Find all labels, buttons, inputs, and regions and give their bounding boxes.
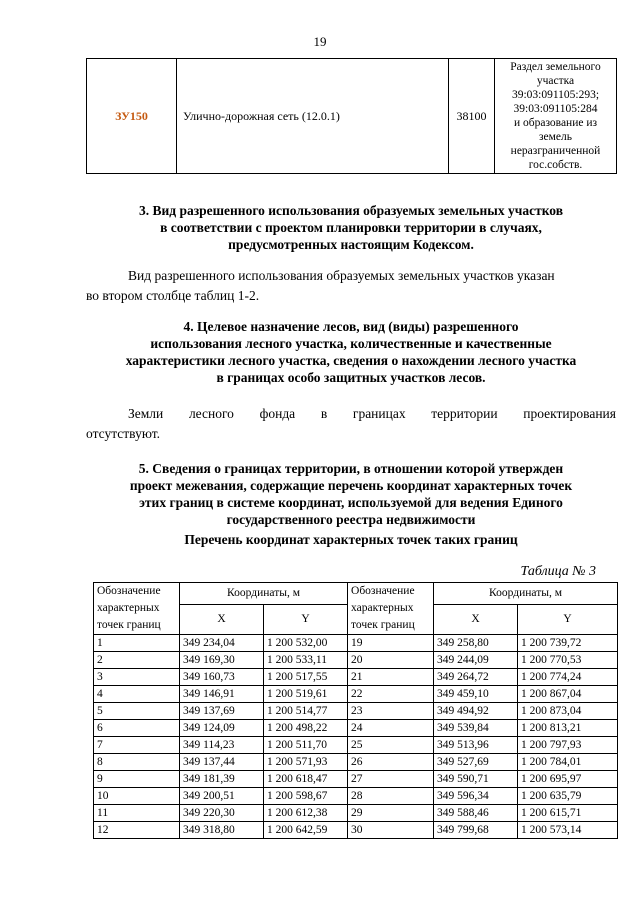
x-cell: 349 513,96 <box>434 737 518 754</box>
point-label-cell: 29 <box>348 805 434 822</box>
y-cell: 1 200 813,21 <box>518 720 618 737</box>
point-label-cell: 19 <box>348 635 434 652</box>
y-cell: 1 200 642,59 <box>264 822 348 839</box>
page-number: 19 <box>313 34 327 49</box>
x-header: X <box>434 605 518 635</box>
y-cell: 1 200 571,93 <box>264 754 348 771</box>
point-label-cell: 24 <box>348 720 434 737</box>
y-cell: 1 200 739,72 <box>518 635 618 652</box>
x-cell: 349 200,51 <box>180 788 264 805</box>
point-label-cell: 28 <box>348 788 434 805</box>
header-line: Обозначение <box>97 585 161 597</box>
x-cell: 349 459,10 <box>434 686 518 703</box>
y-cell: 1 200 498,22 <box>264 720 348 737</box>
y-cell: 1 200 514,77 <box>264 703 348 720</box>
point-label-cell: 21 <box>348 669 434 686</box>
heading-line: характеристики лесного участка, сведения о нахождении лесного участка <box>125 353 577 368</box>
table-caption: Таблица № 3 <box>520 564 596 579</box>
plot-area: 38100 <box>449 59 495 174</box>
para-line: Вид разрешенного использования образуемых земельных участков указан <box>128 268 555 283</box>
point-label-cell: 2 <box>94 652 180 669</box>
para-word: территории <box>431 406 498 421</box>
y-cell: 1 200 517,55 <box>264 669 348 686</box>
y-cell: 1 200 770,53 <box>518 652 618 669</box>
point-label-cell: 9 <box>94 771 180 788</box>
y-cell: 1 200 635,79 <box>518 788 618 805</box>
header-line: характерных <box>351 602 414 614</box>
x-cell: 349 596,34 <box>434 788 518 805</box>
header-line: Обозначение <box>351 585 415 597</box>
point-label-cell: 30 <box>348 822 434 839</box>
section-4-paragraph <box>86 404 616 444</box>
header-line: характерных <box>97 602 160 614</box>
point-label-cell: 11 <box>94 805 180 822</box>
table-row <box>94 669 618 686</box>
para-word: Земли <box>128 406 164 421</box>
y-cell: 1 200 511,70 <box>264 737 348 754</box>
x-cell: 349 264,72 <box>434 669 518 686</box>
x-cell: 349 318,80 <box>180 822 264 839</box>
x-cell: 349 124,09 <box>180 720 264 737</box>
x-cell: 349 181,39 <box>180 771 264 788</box>
coordinates-table <box>93 582 618 839</box>
heading-line: Перечень координат характерных точек таких границ <box>184 532 518 547</box>
point-label-cell: 10 <box>94 788 180 805</box>
x-cell: 349 234,04 <box>180 635 264 652</box>
x-cell: 349 588,46 <box>434 805 518 822</box>
point-label-cell: 8 <box>94 754 180 771</box>
para-word: границах <box>352 406 406 421</box>
y-header: Y <box>264 605 348 635</box>
y-cell: 1 200 618,47 <box>264 771 348 788</box>
point-label-cell: 12 <box>94 822 180 839</box>
table-header-row <box>94 583 618 605</box>
y-cell: 1 200 598,67 <box>264 788 348 805</box>
x-cell: 349 258,80 <box>434 635 518 652</box>
heading-line: 4. Целевое назначение лесов, вид (виды) разрешенного <box>183 319 519 334</box>
table-row <box>94 703 618 720</box>
point-label-cell: 5 <box>94 703 180 720</box>
heading-line: 5. Сведения о границах территории, в отношении которой утвержден <box>138 461 564 476</box>
x-cell: 349 799,68 <box>434 822 518 839</box>
heading-line: проект межевания, содержащие перечень координат характерных точек <box>129 478 573 493</box>
point-label-header <box>94 583 180 635</box>
para-line: во втором столбце таблиц 1-2. <box>86 288 260 303</box>
table-row <box>94 737 618 754</box>
note-line: Раздел земельного <box>510 61 601 73</box>
point-label-header <box>348 583 434 635</box>
y-cell: 1 200 774,24 <box>518 669 618 686</box>
note-line: 39:03:091105:284 <box>513 103 598 115</box>
y-cell: 1 200 533,11 <box>264 652 348 669</box>
heading-line: предусмотренных настоящим Кодексом. <box>228 237 474 252</box>
section-4-heading <box>86 318 616 386</box>
x-header: X <box>180 605 264 635</box>
heading-line: в соответствии с проектом планировки территории в случаях, <box>160 220 542 235</box>
table-row <box>94 635 618 652</box>
para-word: в <box>320 406 328 421</box>
x-cell: 349 146,91 <box>180 686 264 703</box>
coordinates-body <box>94 635 618 839</box>
x-cell: 349 590,71 <box>434 771 518 788</box>
x-cell: 349 494,92 <box>434 703 518 720</box>
coords-header: Координаты, м <box>434 583 618 605</box>
coords-header: Координаты, м <box>180 583 348 605</box>
section-5-heading <box>86 460 616 548</box>
x-cell: 349 114,23 <box>180 737 264 754</box>
plot-note <box>495 59 617 174</box>
table-row <box>94 788 618 805</box>
plot-use: Улично-дорожная сеть (12.0.1) <box>177 59 449 174</box>
heading-line: этих границ в системе координат, используемой для ведения Единого <box>139 495 563 510</box>
note-line: неразграниченной <box>510 145 601 157</box>
table-row <box>94 771 618 788</box>
point-label-cell: 6 <box>94 720 180 737</box>
para-line: отсутствуют. <box>86 426 160 441</box>
y-cell: 1 200 519,61 <box>264 686 348 703</box>
point-label-cell: 23 <box>348 703 434 720</box>
y-cell: 1 200 612,38 <box>264 805 348 822</box>
heading-line: в границах особо защитных участков лесов. <box>216 370 486 385</box>
point-label-cell: 7 <box>94 737 180 754</box>
y-cell: 1 200 615,71 <box>518 805 618 822</box>
header-line: точек границ <box>351 619 415 631</box>
point-label-cell: 22 <box>348 686 434 703</box>
para-word: проектирования <box>523 406 616 421</box>
note-line: гос.собств. <box>528 159 583 171</box>
point-label-cell: 4 <box>94 686 180 703</box>
section-3-heading <box>86 202 616 253</box>
y-cell: 1 200 573,14 <box>518 822 618 839</box>
heading-line: использования лесного участка, количественные и качественные <box>150 336 552 351</box>
x-cell: 349 244,09 <box>434 652 518 669</box>
x-cell: 349 137,44 <box>180 754 264 771</box>
x-cell: 349 160,73 <box>180 669 264 686</box>
point-label-cell: 3 <box>94 669 180 686</box>
x-cell: 349 539,84 <box>434 720 518 737</box>
x-cell: 349 527,69 <box>434 754 518 771</box>
x-cell: 349 220,30 <box>180 805 264 822</box>
heading-line: 3. Вид разрешенного использования образуемых земельных участков <box>138 203 564 218</box>
note-line: 39:03:091105:293; <box>511 89 600 101</box>
y-cell: 1 200 532,00 <box>264 635 348 652</box>
y-cell: 1 200 695,97 <box>518 771 618 788</box>
table-row <box>94 754 618 771</box>
y-header: Y <box>518 605 618 635</box>
plot-id: ЗУ150 <box>87 59 177 174</box>
para-word: лесного <box>188 406 234 421</box>
table-row <box>87 59 617 174</box>
land-plot-table <box>86 58 617 174</box>
table-row <box>94 805 618 822</box>
note-line: участка <box>536 75 575 87</box>
note-line: и образование из <box>513 117 598 129</box>
section-3-paragraph <box>86 266 616 306</box>
y-cell: 1 200 873,04 <box>518 703 618 720</box>
para-word: фонда <box>259 406 296 421</box>
point-label-cell: 27 <box>348 771 434 788</box>
note-line: земель <box>538 131 572 143</box>
y-cell: 1 200 797,93 <box>518 737 618 754</box>
y-cell: 1 200 867,04 <box>518 686 618 703</box>
point-label-cell: 26 <box>348 754 434 771</box>
point-label-cell: 20 <box>348 652 434 669</box>
header-line: точек границ <box>97 619 161 631</box>
x-cell: 349 169,30 <box>180 652 264 669</box>
heading-line: государственного реестра недвижимости <box>226 512 476 527</box>
table-row <box>94 686 618 703</box>
table-row <box>94 822 618 839</box>
table-row <box>94 652 618 669</box>
y-cell: 1 200 784,01 <box>518 754 618 771</box>
point-label-cell: 1 <box>94 635 180 652</box>
x-cell: 349 137,69 <box>180 703 264 720</box>
table-row <box>94 720 618 737</box>
point-label-cell: 25 <box>348 737 434 754</box>
